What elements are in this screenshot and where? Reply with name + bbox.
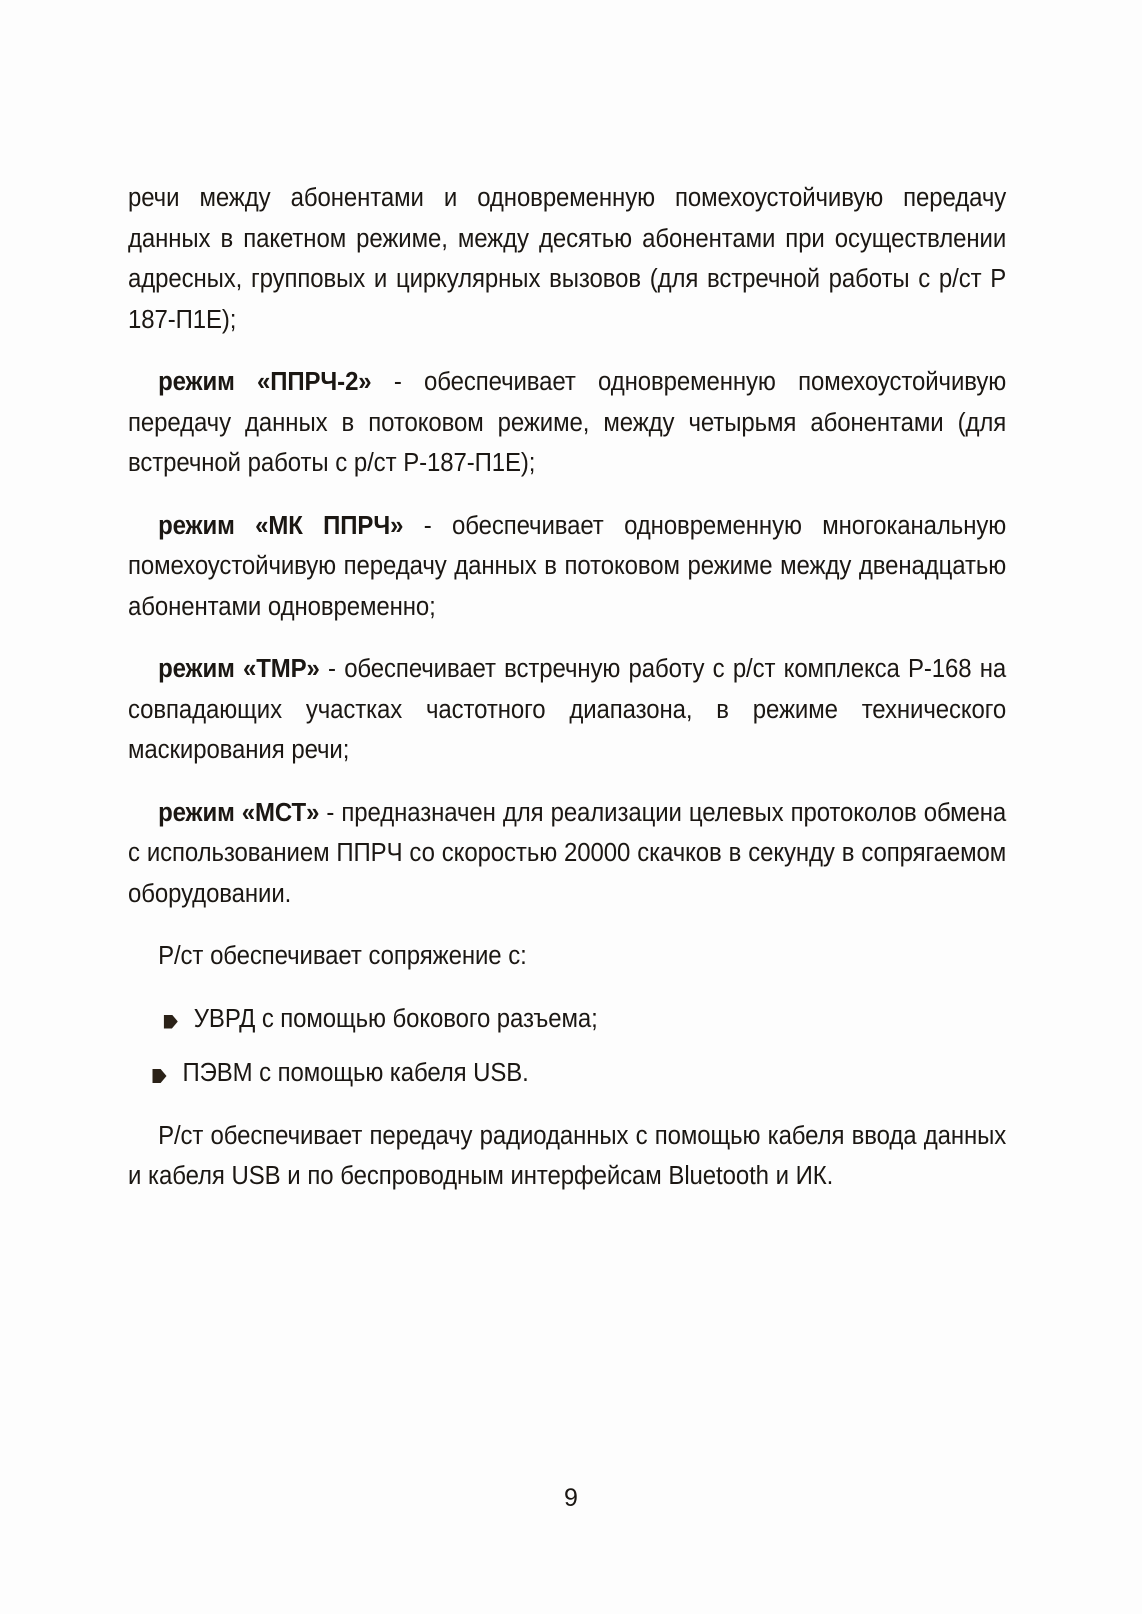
paragraph-interfaces-intro: Р/ст обеспечивает сопряжение с:	[158, 942, 527, 970]
bullet-arrow-icon	[152, 1069, 166, 1083]
list-item	[128, 999, 1006, 1040]
mode-label-mk-pprch: режим «МК ППРЧ»	[158, 511, 404, 540]
paragraph-mode-tmr	[128, 649, 1006, 771]
mode-description-pprch2: - обеспечивает одновременную помехоустойчивую передачу данных в потоковом режиме, между четырьмя абонентами (для встречной работы с р/ст Р-187-П1Е);	[128, 368, 1007, 477]
mode-label-tmr: режим «ТМР»	[158, 655, 320, 683]
mode-label-mst: режим «МСТ»	[158, 798, 320, 827]
paragraph-mode-mst	[128, 793, 1006, 915]
mode-label-pprch2: режим «ППРЧ-2»	[158, 368, 372, 396]
list-item	[128, 1053, 1006, 1094]
mode-description-mst: - предназначен для реализации целевых протоколов обмена с использованием ППРЧ со скоростью 20000 скачков в секунду в сопрягаемом оборудовании.	[128, 798, 1007, 908]
mode-description-mk-pprch: - обеспечивает одновременную многоканальную помехоустойчивую передачу данных в потоковом режиме между двенадцатью абонентами одновременно;	[128, 511, 1007, 621]
paragraph-continued: речи между абонентами и одновременную помехоустойчивую передачу данных в пакетном режиме, между десятью абонентами при осуществлении адресных, групповых и циркулярных вызовов (для встречной работы с р/ст Р 187-П1Е);	[128, 184, 1007, 334]
mode-description-tmr: - обеспечивает встречную работу с р/ст комплекса Р-168 на совпадающих участках частотного диапазона, в режиме технического маскирования речи;	[128, 655, 1007, 764]
paragraph-mode-mk-pprch	[128, 506, 1006, 628]
paragraph-mode-pprch2	[128, 362, 1006, 484]
list-item-label: ПЭВМ с помощью кабеля USB.	[182, 1059, 529, 1087]
text-column	[128, 178, 1006, 1197]
interfaces-bullet-list	[128, 999, 1006, 1094]
list-item-label: УВРД с помощью бокового разъема;	[193, 1004, 598, 1033]
bullet-arrow-icon	[164, 1015, 178, 1029]
paragraph-closing: Р/ст обеспечивает передачу радиоданных с помощью кабеля ввода данных и кабеля USB и по беспроводным интерфейсам Bluetooth и ИК.	[128, 1121, 1007, 1190]
page-number: 9	[564, 1484, 578, 1512]
